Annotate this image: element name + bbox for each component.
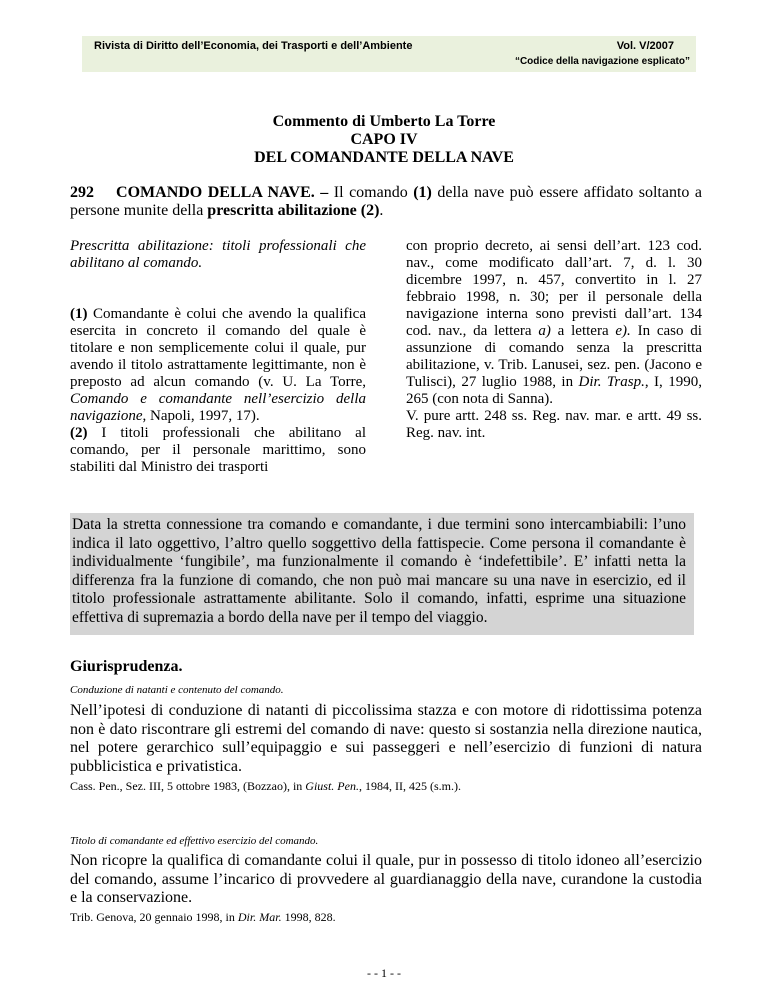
- citation-text: 1998, 828.: [281, 910, 336, 924]
- case-citation: [70, 910, 336, 925]
- page-number: - - 1 - -: [367, 966, 401, 980]
- note-text: I titoli professionali che abilitano al comando, per il personale marittimo, sono stabiliti dal Ministro dei trasporti: [70, 425, 366, 475]
- case-body: Non ricopre la qualifica di comandante colui il quale, pur in possesso di titolo idoneo all’esercizio del comando, assume l’incarico di provvedere al guardianaggio della nave, curandone la custodia e la conservazione.: [70, 852, 702, 906]
- note-text: In caso di assunzione di comando senza la prescritta abilitazione, v. Trib. Lanusei, sez. pen. (Jacono e Tulisci), 27 luglio 1988, in: [406, 323, 702, 390]
- chapter-title: DEL COMANDANTE DELLA NAVE: [254, 149, 514, 166]
- author-heading: Commento di Umberto La Torre: [272, 113, 496, 130]
- volume-label: Vol. V/2007: [616, 40, 674, 52]
- note-text: , Napoli, 1997, 17).: [142, 408, 260, 424]
- article-title: COMANDO DELLA NAVE. –: [116, 184, 329, 201]
- article-number: 292: [70, 184, 94, 201]
- case-title: Conduzione di natanti e contenuto del comando.: [70, 684, 284, 696]
- note-italic: e).: [615, 323, 631, 339]
- case-body: Nell’ipotesi di conduzione di natanti di piccolissima stazza e con motore di ridottissima potenza non è dato riscontrare gli estremi del comando di nave: questo si sostanzia nella direzione nautica, nel potere gerarchico sull’equipaggio e sui passeggeri e nell’esercizio di funzioni di natura pubblicistica e privatistica.: [70, 702, 702, 775]
- citation-text: Trib. Genova, 20 gennaio 1998, in: [70, 910, 238, 924]
- citation-journal: Giust. Pen.: [305, 779, 359, 793]
- note-text: Comandante è colui che avendo la qualifica esercita in concreto il comando del quale è titolare e non semplicemente colui il quale, pur avendo il titolo astrattamente legittimante, non è preposto ad alcun comando (v. U. La Torre,: [70, 306, 366, 390]
- case-title: Titolo di comandante ed effettivo esercizio del comando.: [70, 835, 319, 847]
- note-2-ref: (2): [70, 425, 88, 441]
- note-ref-2: (2): [360, 202, 380, 219]
- header-subtitle: “Codice della navigazione esplicato”: [514, 56, 690, 67]
- note-1-ref: (1): [70, 306, 88, 322]
- note-ref-1: (1): [413, 184, 432, 201]
- note-italic: a): [538, 323, 551, 339]
- chapter-heading: CAPO IV: [350, 131, 418, 148]
- citation-text: Cass. Pen., Sez. III, 5 ottobre 1983, (Bozzao), in: [70, 779, 306, 793]
- note-italic: Dir. Trasp.: [578, 374, 645, 390]
- note-2-start: [70, 425, 366, 476]
- article-text-part: Il comando: [328, 184, 414, 201]
- note-2-continued: [406, 238, 702, 408]
- article-keyword: prescritta abilitazione: [207, 202, 357, 219]
- article-text-part: .: [379, 202, 384, 219]
- citation-text: , 1984, II, 425 (s.m.).: [358, 779, 461, 793]
- note-citation-title: Comando e comandante nell’esercizio della navigazione: [70, 391, 366, 424]
- article-text-part: della nave può essere affidato soltanto a persone munite della: [70, 184, 703, 219]
- note-text: , I, 1990, 265 (con nota di Sanna).: [406, 374, 702, 407]
- running-header: [82, 36, 696, 72]
- commentary-box: Data la stretta connessione tra comando e comandante, i due termini sono intercambiabili: l’uno indica il lato oggettivo, l’altro quello soggettivo della fattispecie. Come persona il comandante è individualmente ‘fungibile’, ma funzionalmente il comando è ‘indefettibile’. E’ infatti netta la differenza fra la funzione di comando, che non può mai mancare su una nave in esercizio, ed il titolo professionale astrattamente abilitante. Solo il comando, infatti, esprime una situazione effettiva di supremazia a bordo della nave per il tempo del viaggio.: [70, 513, 694, 635]
- case-citation: [70, 779, 461, 794]
- note-text: a lettera: [550, 323, 616, 339]
- notes-label: Prescritta abilitazione: titoli professionali che abilitano al comando.: [70, 238, 366, 271]
- article-text: [70, 184, 702, 220]
- note-2-also: V. pure artt. 248 ss. Reg. nav. mar. e artt. 49 ss. Reg. nav. int.: [406, 408, 702, 441]
- journal-title: Rivista di Diritto dell’Economia, dei Trasporti e dell’Ambiente: [94, 40, 413, 52]
- note-text: con proprio decreto, ai sensi dell’art. 123 cod. nav., come modificato dall’art. 7, d. l. 30 dicembre 1997, n. 457, convertito in l. 27 febbraio 1998, n. 30; per il personale della navigazione interna sono previsti dall’art. 134 cod. nav., da lettera: [406, 238, 702, 339]
- notes-column-right: [406, 238, 702, 442]
- notes-column-left: [70, 238, 366, 476]
- citation-journal: Dir. Mar.: [237, 910, 282, 924]
- note-1: [70, 306, 366, 425]
- jurisprudence-heading: Giurisprudenza.: [70, 658, 183, 675]
